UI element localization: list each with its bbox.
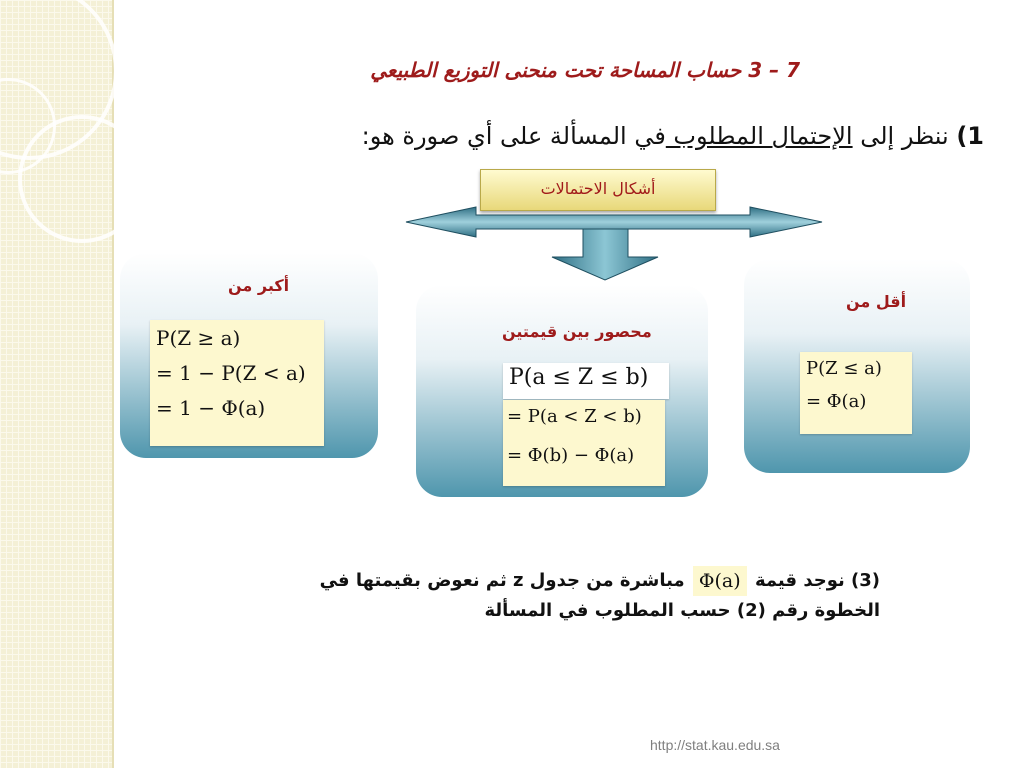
phi-value-box: Φ(a) bbox=[693, 566, 747, 596]
formula-line: = 1 − Φ(a) bbox=[156, 396, 266, 420]
formula-line: = Φ(b) − Φ(a) bbox=[507, 445, 635, 466]
step1-underlined: الإحتمال المطلوب bbox=[665, 122, 853, 150]
formula-line: P(Z ≥ a) bbox=[156, 326, 241, 350]
step3-part2: مباشرة من جدول z ثم نعوض بقيمتها في الخطوة رقم (2) حسب المطلوب في المسألة bbox=[319, 570, 880, 621]
step3-part1: (3) نوجد قيمة bbox=[754, 570, 880, 591]
card-less-title: أقل من bbox=[846, 292, 907, 311]
formula-between bbox=[503, 400, 665, 486]
formula-line: P(Z ≤ a) bbox=[806, 358, 882, 379]
formula-line: = 1 − P(Z < a) bbox=[156, 361, 306, 385]
side-divider bbox=[112, 0, 114, 768]
card-greater-title: أكبر من bbox=[228, 276, 290, 295]
slide-title: 7 – 3 حساب المساحة تحت منحنى التوزيع الطبيعي bbox=[370, 58, 800, 82]
formula-between-head bbox=[503, 363, 669, 399]
formula-greater bbox=[150, 320, 324, 446]
card-between-title: محصور بين قيمتين bbox=[502, 322, 652, 341]
formula-line: P(a ≤ Z ≤ b) bbox=[509, 365, 649, 390]
formula-line: = P(a < Z < b) bbox=[507, 406, 642, 427]
step1-before: ننظر إلى bbox=[852, 122, 949, 150]
step3-text bbox=[270, 566, 880, 626]
formula-line: = Φ(a) bbox=[806, 391, 867, 412]
step1-text bbox=[264, 122, 984, 150]
step1-after: في المسألة على أي صورة هو: bbox=[361, 122, 666, 150]
footer-url: http://stat.kau.edu.sa bbox=[650, 737, 780, 753]
step1-number: 1) bbox=[956, 122, 984, 150]
formula-less bbox=[800, 352, 912, 434]
probability-shapes-label: أشكال الاحتمالات bbox=[480, 169, 716, 211]
